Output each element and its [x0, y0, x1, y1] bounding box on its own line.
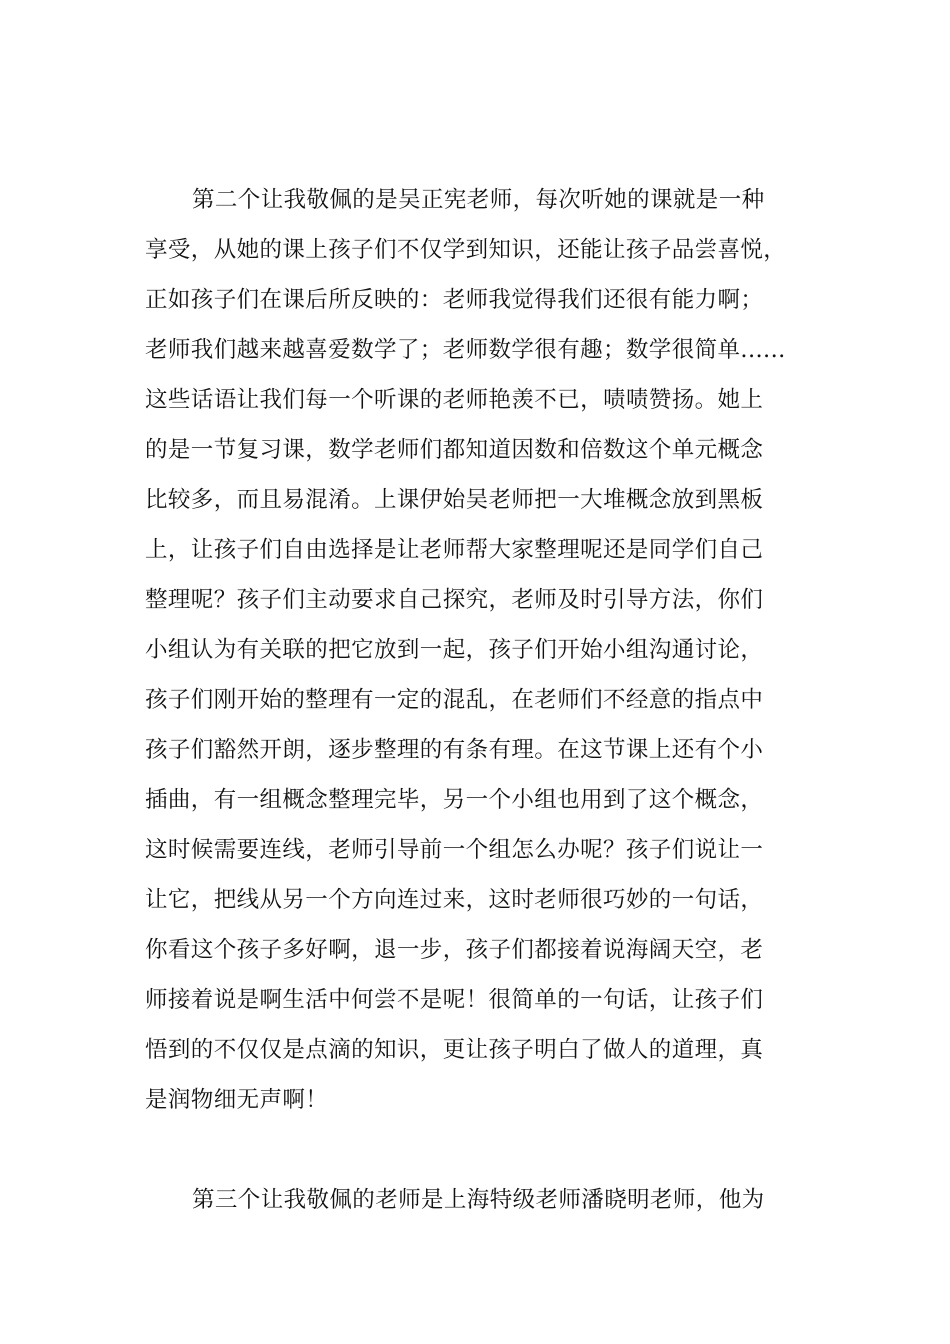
paragraph-1-line-13: 插曲，有一组概念整理完毕，另一个小组也用到了这个概念，: [145, 787, 764, 813]
paragraph-1-line-12: 孩子们豁然开朗，逐步整理的有条有理。在这节课上还有个小: [145, 737, 764, 763]
paragraph-1-line-8: 上，让孩子们自由选择是让老师帮大家整理呢还是同学们自己: [145, 537, 764, 563]
paragraph-1-line-16: 你看这个孩子多好啊，退一步，孩子们都接着说海阔天空，老: [145, 937, 764, 963]
paragraph-1-line-11: 孩子们刚开始的整理有一定的混乱，在老师们不经意的指点中: [145, 687, 764, 713]
paragraph-1-line-17: 师接着说是啊生活中何尝不是呢！很简单的一句话，让孩子们: [145, 987, 764, 1013]
paragraph-1-line-14: 这时候需要连线，老师引导前一个组怎么办呢？孩子们说让一: [145, 837, 764, 863]
paragraph-1-line-15: 让它，把线从另一个方向连过来，这时老师很巧妙的一句话，: [145, 887, 764, 913]
paragraph-1-line-6: 的是一节复习课，数学老师们都知道因数和倍数这个单元概念: [145, 437, 764, 463]
paragraph-1-line-9: 整理呢？孩子们主动要求自己探究，老师及时引导方法，你们: [145, 587, 764, 613]
paragraph-1-line-7: 比较多，而且易混淆。上课伊始吴老师把一大堆概念放到黑板: [145, 487, 764, 513]
paragraph-1-line-19: 是润物细无声啊！: [145, 1087, 329, 1113]
paragraph-1-line-10: 小组认为有关联的把它放到一起，孩子们开始小组沟通讨论，: [145, 637, 764, 663]
paragraph-1-line-2: 享受，从她的课上孩子们不仅学到知识，还能让孩子品尝喜悦，: [145, 237, 787, 263]
paragraph-1-line-3: 正如孩子们在课后所反映的：老师我觉得我们还很有能力啊；: [145, 287, 764, 313]
paragraph-1-line-18: 悟到的不仅仅是点滴的知识，更让孩子明白了做人的道理，真: [145, 1037, 764, 1063]
paragraph-1-line-4: 老师我们越来越喜爱数学了；老师数学很有趣；数学很简单......: [145, 337, 786, 363]
paragraph-1-line-1: 第二个让我敬佩的是吴正宪老师，每次听她的课就是一种: [192, 187, 765, 213]
paragraph-2-line-1: 第三个让我敬佩的老师是上海特级老师潘晓明老师，他为: [192, 1187, 765, 1213]
paragraph-1-line-5: 这些话语让我们每一个听课的老师艳羡不已，啧啧赞扬。她上: [145, 387, 764, 413]
